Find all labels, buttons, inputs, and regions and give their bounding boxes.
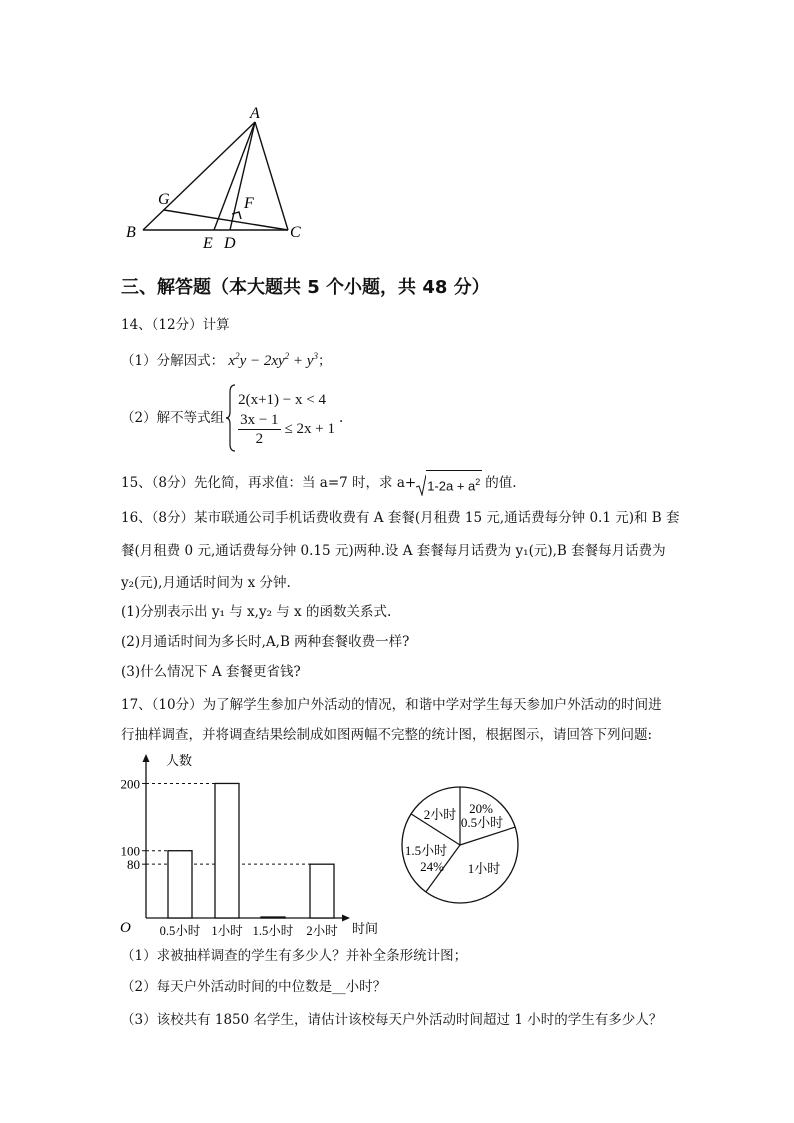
q16-line1: 16、（8分）某市联通公司手机话费收费有 A 套餐(月租费 15 元,通话费每分钟 0.1 元)和 B 套 <box>121 510 680 526</box>
inequality-system <box>238 389 335 448</box>
q14-part2-label: （2）解不等式组 <box>121 410 225 426</box>
label-E: E <box>203 235 213 250</box>
x-axis-label: 时间 <box>352 921 379 936</box>
q16-sub3: (3)什么情况下 A 套餐更省钱? <box>121 664 301 680</box>
inequality-2-rhs: ≤ 2x + 1 <box>284 421 336 437</box>
y-tick-label: 200 <box>120 776 140 792</box>
q14-header <box>121 315 230 335</box>
pie-chart <box>396 755 524 935</box>
q15 <box>121 470 517 496</box>
fraction-denominator: 2 <box>255 430 264 447</box>
triangle-figure <box>120 100 320 250</box>
y-tick-label: 80 <box>127 857 140 873</box>
q16-sub1: (1)分别表示出 y₁ 与 x,y₂ 与 x 的函数关系式. <box>121 604 392 620</box>
bar <box>261 917 285 918</box>
origin-label: O <box>120 920 131 936</box>
q14-part1 <box>121 346 331 371</box>
q15-text: 15、（8分）先化简，再求值：当 a=7 时，求 a+ <box>121 475 417 492</box>
label-F: F <box>244 195 254 212</box>
q14-part1-tail: ； <box>317 353 332 369</box>
radicand-text: 1-2a + a <box>427 478 476 494</box>
x-tick-label: 2小时 <box>306 924 338 938</box>
q15-tail: 的值. <box>485 475 517 492</box>
bar <box>215 783 239 918</box>
slice-label-0-5h: 0.5小时 <box>460 815 504 830</box>
q17-sub2: （2）每天户外活动时间的中位数是__小时？ <box>121 979 387 995</box>
label-D: D <box>224 235 236 250</box>
bar <box>310 864 334 918</box>
q16-line3: y₂(元),月通话时间为 x 分钟. <box>121 575 291 591</box>
x-tick-label: 0.5小时 <box>159 924 201 938</box>
q14-header-text: 14、（12分）计算 <box>121 317 230 333</box>
inequality-1: 2(x+1) − x < 4 <box>238 391 326 408</box>
q17-sub1: （1）求被抽样调查的学生有多少人？并补全条形统计图； <box>121 948 468 964</box>
bar-chart <box>110 750 400 940</box>
slice-label-1h: 1小时 <box>467 861 501 876</box>
fraction <box>238 411 280 448</box>
x-axis-arrow-icon <box>342 915 350 922</box>
label-C: C <box>290 224 301 241</box>
section-title: 三、解答题（本大题共 5 个小题，共 48 分） <box>121 277 490 298</box>
y-tick-label: 100 <box>120 843 140 859</box>
segment-gc <box>164 210 288 230</box>
brace-icon <box>226 384 236 452</box>
label-G: G <box>158 191 170 208</box>
edge-ab <box>143 122 255 230</box>
x-tick-label: 1.5小时 <box>252 924 294 938</box>
q14-part1-label: （1）分解因式： <box>121 353 225 369</box>
q17-sub3: （3）该校共有 1850 名学生，请估计该校每天户外活动时间超过 1 小时的学生有多少人？ <box>121 1012 663 1028</box>
label-B: B <box>126 224 136 241</box>
label-A: A <box>250 105 260 122</box>
y-axis-arrow-icon <box>143 754 150 762</box>
fraction-numerator: 3x − 1 <box>240 411 279 428</box>
q16-line2: 餐(月租费 0 元,通话费每分钟 0.15 元)两种.设 A 套餐每月话费为 y₁(元),B 套餐每月话费为 <box>121 543 666 559</box>
inequality-2 <box>238 411 335 448</box>
sqrt-radicand <box>426 470 482 496</box>
radicand-exponent: 2 <box>475 477 481 487</box>
q14-part1-expr: $x^2y - 2xy^2 + y^3$ <box>228 351 318 369</box>
q17-line1: 17、（10分）为了解学生参加户外活动的情况，和谐中学对学生每天参加户外活动的时间进 <box>121 697 662 713</box>
q14-part2 <box>121 384 343 452</box>
slice-label-1-5h: 1.5小时 <box>404 843 448 858</box>
slice-label-2h: 2小时 <box>423 807 457 822</box>
q17-line2: 行抽样调查，并将调查结果绘制成如图两幅不完整的统计图，根据图示，请回答下列问题: <box>121 727 653 743</box>
edge-ac <box>255 122 288 230</box>
sqrt-expr <box>416 470 482 496</box>
y-axis-label: 人数 <box>166 753 193 768</box>
slice-percent-0-5h: 20% <box>469 801 493 816</box>
sqrt-icon <box>416 474 426 496</box>
q14-part2-tail: . <box>339 410 344 426</box>
q16-sub2: (2)月通话时间为多长时,A,B 两种套餐收费一样? <box>121 634 410 650</box>
slice-percent-1-5h: 24% <box>420 859 444 874</box>
x-tick-label: 1小时 <box>211 924 243 938</box>
bar <box>168 851 192 918</box>
